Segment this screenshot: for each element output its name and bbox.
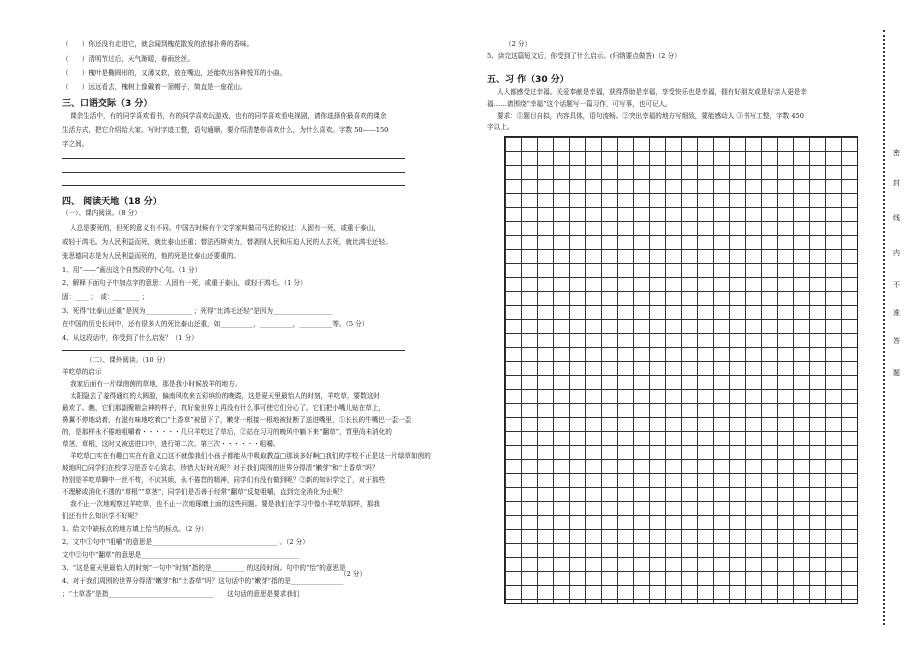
reading2-para: 我家后面有一片绿茵茵的草地，那是我小时候放羊的地方。 — [70, 380, 242, 388]
question-2: 2、解释下面句子中加点字的意思：人固有一死，或重于泰山，或轻于鸿毛。（1 分） — [62, 279, 307, 287]
reading1-para: 张思德同志是为人民利益而死的，他的死是比泰山还要重的。 — [62, 252, 241, 260]
binding-char: 密 — [893, 149, 900, 157]
reading2-para: 特别是羊吃草聊中一丝不苟，不厌其烦，永不倦怠的精神，同学们有没有做到呢？②新的知识学完了，对于那些 — [62, 476, 386, 484]
reading2-question-3[interactable]: 3、“这是夏天里最怡人的时刻”一句中“时刻”指的是__________ 的这段时间。句中的“怡”的意思是 — [62, 564, 346, 572]
section5-intro: 字以上。 — [487, 123, 514, 131]
article-title: 羊吃草的启示 — [62, 368, 102, 376]
question-4: 4、从这段话中，你受到了什么启发？（1 分） — [62, 334, 198, 342]
reading1-para: 人总是要死的，但死的意义有不同。中国古时候有个文学家叫做司马迁的说过：人固有一死，或重于泰山， — [70, 224, 380, 232]
reading2-question-3-score: （2 分） — [340, 570, 367, 578]
binding-char: 题 — [893, 369, 900, 377]
section3-title: 三、口语交际（3 分） — [62, 99, 153, 109]
reading2-question-4b[interactable]: ；“土草香”是指________________________________ 这句话的意思是要求我们 — [62, 590, 300, 598]
reading2-para: 不理解或消化不透的“草根”“草茎”，同学们是否善于经常“翻草”反复咀嚼，直到完全消化为止呢？ — [62, 488, 346, 496]
reading2-para: 们还有什么知识学不好呢？ — [62, 512, 142, 520]
question-1: 1、用“——”画出这个自然段的中心句。（1 分） — [62, 266, 202, 274]
reading2-question-4a[interactable]: 4、对于我们周围的世界分得清“嫩芽”和“土香草”吗？这句话中的“嫩芽”指的是________________ — [62, 577, 344, 585]
reading2-question-1: 1、给文中缺标点的地方填上恰当的标点。（2 分） — [62, 525, 208, 533]
composition-grid[interactable] — [504, 136, 858, 604]
writing-line[interactable] — [62, 172, 405, 173]
section4-sub2: （二）、课外阅读。（10 分） — [86, 356, 170, 364]
question-3a[interactable]: 3、死得“比泰山还重”是因为______________ ；死得“比鸿毛还轻”是因为__________________ — [62, 307, 333, 315]
top-score: （2 分） — [505, 40, 532, 48]
question-2-answer[interactable]: 固：____ ； 或：________ ； — [62, 293, 149, 301]
binding-dotted-line — [883, 30, 885, 625]
section5-intro: 要求：①题目自拟，内容具体，语句流畅。②突出幸福的地方写细致，要能感动人 ③书写工整，字数 450 — [497, 112, 804, 120]
section3-para: 字之间。 — [62, 140, 89, 148]
section4-title: 四、 阅读天地（18 分） — [62, 197, 162, 207]
section5-title: 五、习 作（30 分） — [487, 75, 569, 85]
match-item: （ ）槐叶是椭圆形的，又薄又软，放在嘴边，还能吹出各种悦耳的小曲。 — [62, 69, 287, 77]
reading2-para: 草茎、草根，这时又被送进口中，进行第二次、第三次・・・・・・咀嚼。 — [62, 440, 280, 448]
section3-para: 生活方式，把它介绍给大家。写时字迹工整，语句通顺，要介绍清楚你喜欢什么，为什么喜欢。字数 50——150 — [62, 126, 389, 134]
reading2-para: 鼻翼不停地动着，有滋有味地吃着□“土香草”被留下了，嫩芽一根接一根地被扯断了送进嘴里，①长长的牛嘴巴一歪一歪 — [62, 416, 412, 424]
binding-char: 准 — [893, 309, 900, 317]
binding-char: 不 — [893, 281, 900, 289]
match-item: （ ）清明节过后，天气渐暖，春雨丝丝。 — [62, 55, 194, 63]
match-item: （ ）远远看去，槐树上像戴着一顶帽子，简直是一座花山。 — [62, 83, 247, 91]
question-3b[interactable]: 在中国的历史长河中，还有很多人的死比泰山还重，如__________，__________，__________等。（5 分） — [62, 320, 369, 328]
match-item: （ ）你还没有走进它，就会闻到槐花散发的浓郁扑鼻的香味。 — [62, 40, 254, 48]
binding-char: 线 — [893, 214, 900, 222]
section5-intro: 福……请围绕“幸福”这个话题写一篇习作，可写事，也可记人。 — [487, 100, 672, 108]
right-question-5: 5、读完这篇短文后，你受到了什么启示。(归纳要点做答)（2 分） — [487, 52, 681, 60]
section3-para: 课余生活中，有的同学喜欢看书，有的同学喜欢玩游戏，也有的同学喜欢看电视剧，请你选择你最喜欢的课余 — [70, 112, 387, 120]
section4-sub1: （一）、课内阅读。（8 分） — [62, 209, 141, 217]
binding-char: 封 — [893, 179, 900, 187]
reading2-para: 最欢了。瞧，它们那副聚精会神的样子，真好象世界上再没有什么事可使它们分心了。它们把小嘴儿贴在草上， — [62, 404, 386, 412]
section5-intro: 人人都感受过幸福。关爱奉献是幸福，获得帮助是幸福，享受快乐也是幸福，拥有好朋友或是好亲人更是幸 — [497, 88, 807, 96]
reading2-question-2b[interactable]: 文中②句中“翻草”的意思是________________________________________________ — [62, 551, 300, 559]
reading2-para: 坡地吗□同学们在校学习是否专心致志，珍惜大好时光呢？对于我们周围的世界分得清“嫩芽”和“土香草”吗？ — [62, 464, 379, 472]
binding-char: 答 — [893, 337, 900, 345]
reading1-para: 或轻于鸿毛。为人民利益而死，就比泰山还重；替法西斯卖力，替剥削人民和压迫人民的人去死，就比鸿毛还轻。 — [62, 238, 392, 246]
reading2-para: 的，是那样永不倦地咀嚼着・・・・・・几只羊吃过了草后，②站在习习的晚风中躺下来“翻草”，胃里尚未消化的 — [62, 428, 392, 436]
writing-line[interactable] — [62, 185, 405, 186]
writing-line[interactable] — [62, 158, 405, 159]
reading2-para: 羊吃草□实在有趣□实在有意义□这不就像我们小孩子都能从中吸取教益□那该多好啊□我们的学校不正是这一片绿草如茵的 — [70, 452, 431, 460]
writing-line[interactable] — [62, 350, 405, 351]
reading2-para: 我不止一次地观察过羊吃草，也不止一次地琢磨上面的这些问题。要是我们在学习中像小羊吃草那样，那我 — [70, 500, 380, 508]
binding-char: 内 — [893, 249, 900, 257]
reading2-question-2a[interactable]: 2、文中①句中“咀嚼”的意思是______________________________________ 。（2 分） — [62, 538, 309, 546]
reading2-para: 太阳隐去了羞得通红的大圆脸，偏南风吹来五彩缤纷的晚霞，这是夏天里最怡人的时刻，羊吃草，要数这时 — [70, 392, 380, 400]
